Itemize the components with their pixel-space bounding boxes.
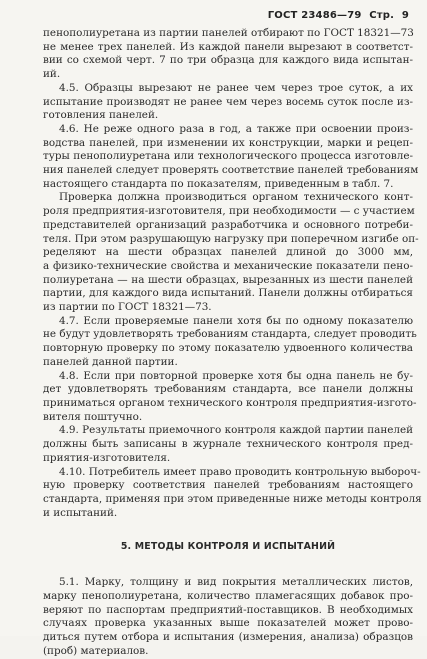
text-line: не будут удовлетворять требованиям стандарта, следует проводить bbox=[43, 328, 417, 341]
text-line: партии, для каждого вида испытаний. Панели должны отбираться bbox=[43, 287, 413, 300]
text-line: 4.8. Если при повторной проверке хотя бы одна панель не бу- bbox=[59, 369, 413, 382]
text-line: водства панелей, при изменении их конструкции, марки и рецеп- bbox=[43, 136, 413, 149]
text-line: (проб) материалов. bbox=[43, 644, 149, 657]
paragraph-p4_5 bbox=[43, 82, 413, 123]
text-line: вителя поштучно. bbox=[43, 410, 143, 423]
text-line: вии со схемой черт. 7 по три образца для каждого вида испытан- bbox=[43, 54, 413, 67]
paragraph-p4_9 bbox=[43, 424, 413, 465]
text-line: приниматься органом технического контроля предприятия-изгото- bbox=[43, 396, 417, 409]
standard-code: ГОСТ 23486—79 bbox=[267, 10, 362, 21]
text-line: 5.1. Марку, толщину и вид покрытия металлических листов, bbox=[59, 576, 413, 589]
text-line: стандарта, применяя при этом приведенные ниже методы контроля bbox=[43, 492, 422, 505]
text-line: и испытаний. bbox=[43, 506, 118, 519]
text-line: приятия-изготовителя. bbox=[43, 451, 171, 464]
text-line: 4.10. Потребитель имеет право проводить контрольную выбороч- bbox=[59, 465, 421, 478]
paragraph-p0 bbox=[43, 27, 413, 82]
text-line: ния панелей следует проверять соответствие панелей требованиям bbox=[43, 164, 419, 177]
text-line: настоящего стандарта по показателям, приведенным в табл. 7. bbox=[43, 177, 394, 190]
text-line: ную проверку соответствия панелей требованиям настоящего bbox=[43, 479, 413, 492]
text-line: а физико-технические свойства и механические показатели пено- bbox=[43, 259, 413, 272]
page-header bbox=[264, 10, 409, 21]
text-line: Проверка должна производиться органом технического конт- bbox=[59, 191, 413, 204]
text-line: туры пенополиуретана или технологического процесса изготовле- bbox=[43, 150, 413, 163]
paragraphs-top bbox=[43, 27, 422, 520]
text-line: из партии по ГОСТ 18321—73. bbox=[43, 301, 212, 314]
paragraph-p5_1 bbox=[43, 576, 413, 658]
text-line: повторную проверку по этому показателю удвоенного количества bbox=[43, 342, 413, 355]
text-line: 4.5. Образцы вырезают не ранее чем через трое суток, а их bbox=[59, 81, 413, 94]
page-label: Стр. bbox=[369, 10, 395, 21]
text-line: 4.7. Если проверяемые панели хотя бы по одному показателю bbox=[59, 314, 413, 327]
section-title: 5. МЕТОДЫ КОНТРОЛЯ И ИСПЫТАНИЙ bbox=[120, 541, 336, 553]
document-body bbox=[43, 27, 422, 659]
paragraph-p4_6 bbox=[43, 122, 419, 192]
paragraphs-section-5 bbox=[43, 576, 413, 658]
paragraph-p4_8 bbox=[43, 369, 417, 425]
text-line: испытание производят не ранее чем через восемь суток после из- bbox=[43, 95, 413, 108]
text-line: панелей данной партии. bbox=[43, 355, 178, 368]
text-line: должны быть записаны в журнале технического контроля пред- bbox=[43, 438, 413, 451]
text-line: полиуретана — на шести образцах, вырезанных из шести панелей bbox=[43, 273, 413, 286]
text-line: марку пенополиуретана, количество пламегасящих добавок про- bbox=[43, 590, 413, 603]
text-line: дет удовлетворять требованиям стандарта, все панели должны bbox=[43, 383, 413, 396]
text-line: не менее трех панелей. Из каждой панели вырезают в соответст- bbox=[43, 40, 413, 53]
paragraph-p4_7 bbox=[43, 314, 417, 370]
text-line: случаях проверка указанных выше показателей может прово- bbox=[43, 617, 413, 630]
text-line: диться путем отбора и испытания (измерения, анализа) образцов bbox=[43, 631, 413, 644]
text-line: ий. bbox=[43, 68, 61, 81]
text-line: роля предприятия-изготовителя, при необходимости — с участием bbox=[43, 205, 415, 218]
paragraph-p4_10 bbox=[43, 465, 422, 521]
text-line: готовления панелей. bbox=[43, 109, 159, 122]
text-line: представителей организаций разработчика и основного потреби- bbox=[43, 218, 413, 231]
text-line: 4.6. Не реже одного раза в год, а также при освоении произ- bbox=[59, 122, 413, 135]
text-line: ределяют на шести образцах панелей длиной до 3000 мм, bbox=[43, 246, 413, 259]
text-line: теля. При этом разрушающую нагрузку при поперечном изгибе оп- bbox=[43, 232, 419, 245]
paragraph-p4_6b bbox=[43, 191, 419, 314]
text-line: пенополиуретана из партии панелей отбирают по ГОСТ 18321—73 bbox=[43, 27, 414, 39]
text-line: 4.9. Результаты приемочного контроля каждой партии панелей bbox=[59, 424, 414, 437]
page-number: 9 bbox=[401, 10, 409, 21]
text-line: веряют по паспортам предприятий-поставщиков. В необходимых bbox=[43, 603, 413, 616]
